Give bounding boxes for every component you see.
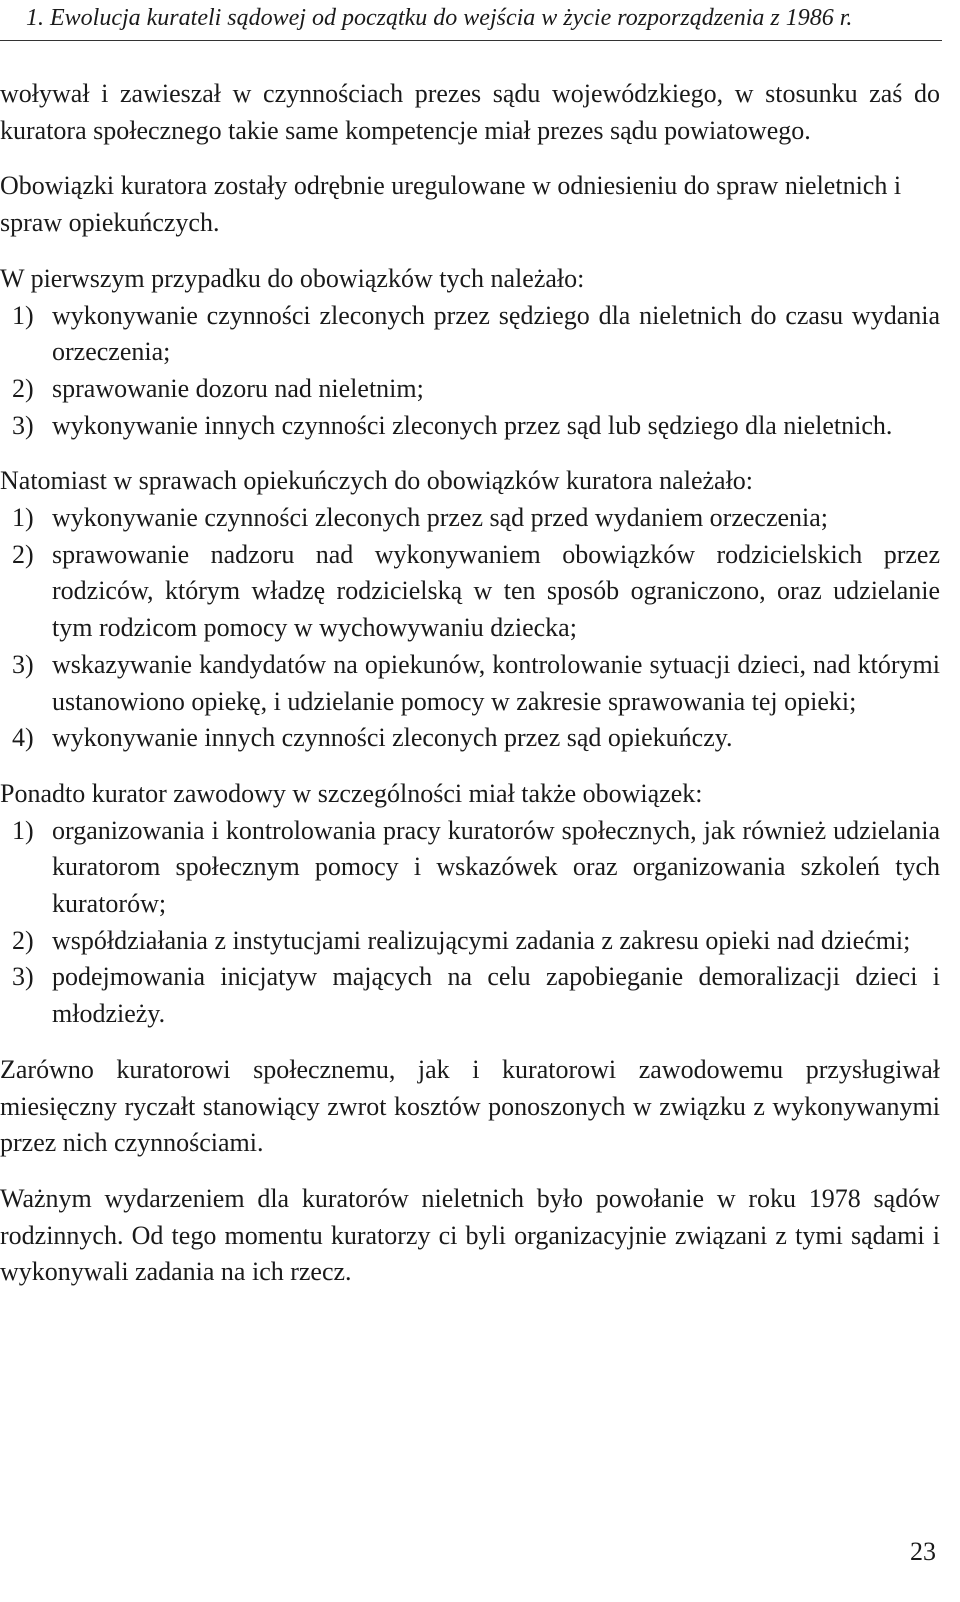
list-item-number: 4) [12, 723, 34, 753]
list-item-number: 2) [12, 925, 34, 955]
list-item-text: wskazywanie kandydatów na opiekunów, kontrolowanie sytuacji dzieci, nad którymi ustanowiono opiekę, i udzielanie pomocy w zakresie sprawowania tej opieki; [52, 649, 940, 716]
list-item-number: 2) [12, 539, 34, 569]
list-item-text: wykonywanie czynności zleconych przez sędziego dla nieletnich do czasu wydania orzeczenia; [52, 300, 940, 367]
paragraph-duties-intro: Obowiązki kuratora zostały odrębnie uregulowane w odniesieniu do spraw nieletnich i spraw opiekuńczych. [0, 171, 902, 238]
list-item [0, 923, 940, 960]
list-item-text: współdziałania z instytucjami realizującymi zadania z zakresu opieki nad dziećmi; [52, 925, 911, 955]
list-item-text: wykonywanie innych czynności zleconych przez sąd lub sędziego dla nieletnich. [52, 410, 893, 440]
list-item-text: podejmowania inicjatyw mających na celu zapobieganie demoralizacji dzieci i młodzieży. [52, 962, 940, 1029]
list-lead: Ponadto kurator zawodowy w szczególności miał także obowiązek: [0, 778, 703, 808]
body-text [0, 76, 940, 1310]
list-item [0, 537, 940, 647]
list-item [0, 959, 940, 1032]
list-item [0, 720, 940, 757]
list-item-text: wykonywanie innych czynności zleconych przez sąd opiekuńczy. [52, 723, 733, 753]
list-item [0, 371, 940, 408]
list-item-text: organizowania i kontrolowania pracy kuratorów społecznych, jak również udzielania kuratorom społecznym pomocy i wskazówek oraz organizowania szkoleń tych kuratorów; [52, 815, 940, 919]
list-item [0, 408, 940, 445]
list-item [0, 813, 940, 923]
list-item-number: 3) [12, 410, 34, 440]
guardianship-duties-section [0, 463, 940, 757]
juvenile-duties-section [0, 261, 940, 445]
list-item-text: sprawowanie dozoru nad nieletnim; [52, 373, 424, 403]
list-item-text: wykonywanie czynności zleconych przez sąd przed wydaniem orzeczenia; [52, 503, 829, 533]
list-item-number: 3) [12, 962, 34, 992]
header-rule [0, 40, 942, 41]
juvenile-duties-list [0, 298, 940, 445]
list-item [0, 647, 940, 720]
list-item-number: 1) [12, 503, 34, 533]
list-lead: W pierwszym przypadku do obowiązków tych należało: [0, 263, 585, 293]
list-item-text: sprawowanie nadzoru nad wykonywaniem obowiązków rodzicielskich przez rodziców, którym władzę rodzicielską w ten sposób ograniczono, oraz udzielanie tym rodzicom pomocy w wychowywaniu dziecka; [52, 539, 940, 643]
page-number: 23 [910, 1537, 936, 1566]
list-item-number: 3) [12, 649, 34, 679]
list-item-number: 1) [12, 815, 34, 845]
list-item [0, 298, 940, 371]
list-item-number: 2) [12, 373, 34, 403]
list-item [0, 500, 940, 537]
list-lead: Natomiast w sprawach opiekuńczych do obowiązków kuratora należało: [0, 466, 754, 496]
paragraph-family-courts: Ważnym wydarzeniem dla kuratorów nieletnich było powołanie w roku 1978 sądów rodzinnych. Od tego momentu kuratorzy ci byli organizacyjnie związani z tymi sądami i wykonywali zadania na ich rzecz. [0, 1183, 940, 1287]
running-header: 1. Ewolucja kurateli sądowej od początku do wejścia w życie rozporządzenia z 1986 r. [26, 5, 853, 31]
professional-duties-list [0, 813, 940, 1033]
professional-duties-section [0, 776, 940, 1033]
list-item-number: 1) [12, 300, 34, 330]
paragraph-continuation: woływał i zawieszał w czynnościach prezes sądu wojewódzkiego, w stosunku zaś do kuratora społecznego takie same kompetencje miał prezes sądu powiatowego. [0, 79, 940, 145]
guardianship-duties-list [0, 500, 940, 757]
paragraph-lump-sum: Zarówno kuratorowi społecznemu, jak i kuratorowi zawodowemu przysługiwał miesięczny ryczałt stanowiący zwrot kosztów ponoszonych w związku z wykonywanymi przez nich czynnościami. [0, 1054, 940, 1158]
